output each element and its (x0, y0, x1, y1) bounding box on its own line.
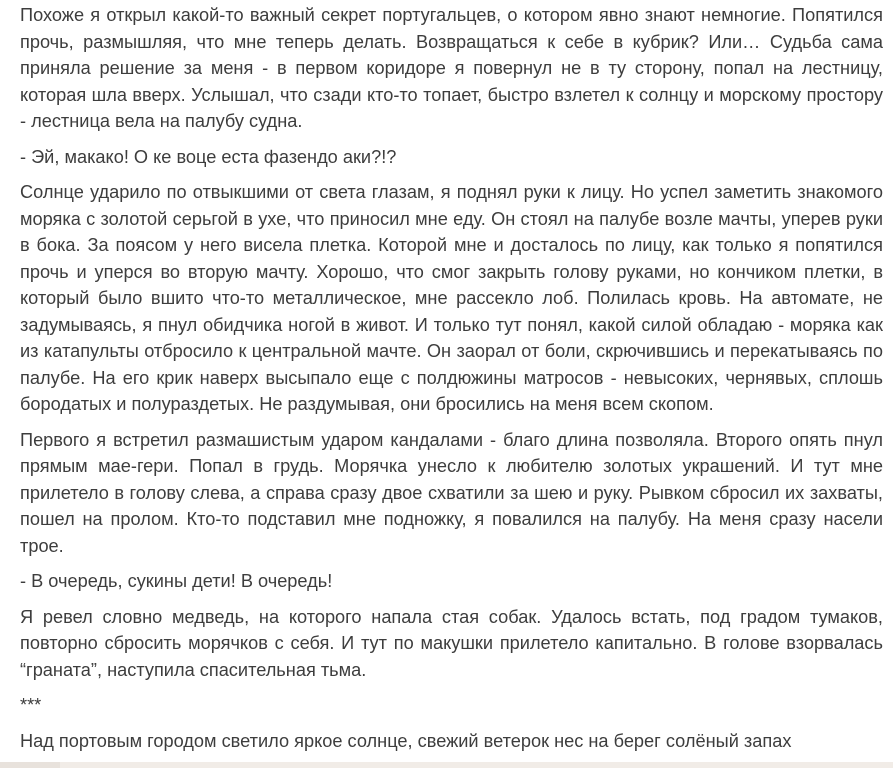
scene-separator: *** (20, 695, 42, 715)
article-text (20, 2, 883, 754)
paragraph-3: Первого я встретил размашистым ударом кандалами - благо длина позволяла. Второго опять пнул прямым мае-гери. Попал в грудь. Морячка унесло к любителю золотых украшений. И тут мне прилетело в голову слева, а справа сразу двое схватили за шею и руку. Рывком сбросил их захваты, пошел на пролом. Кто-то подставил мне подножку, я повалился на палубу. На меня сразу насели трое. (20, 429, 883, 556)
paragraph-4: Я ревел словно медведь, на которого напала стая собак. Удалось встать, под градом тумаков, повторно сбросить морячков с себя. И тут по макушки прилетело капитально. В голове взорвалась “граната”, наступила спасительная тьма. (20, 606, 883, 680)
paragraph-2: Солнце ударило по отвыкшими от света глазам, я поднял руки к лицу. Но успел заметить знакомого моряка с золотой серьгой в ухе, что приносил мне еду. Он стоял на палубе возле мачты, уперев руки в бока. За поясом у него висела плетка. Которой мне и досталось по лицу, как только я попятился прочь и уперся во вторую мачту. Хорошо, что смог закрыть голову руками, но кончиком плетки, в который было вшито что-то металлическое, мне рассекло лоб. Полилась кровь. На автомате, не задумываясь, я пнул обидчика ногой в живот. И только тут понял, какой силой обладаю - моряка как из катапульты отбросило к центральной мачте. Он заорал от боли, скрючившись и перекатываясь по палубе. На его крик наверх высыпало еще с полдюжины матросов - невысоких, чернявых, сплошь бородатых и полураздетых. Не раздумывая, они бросились на меня всем скопом. (20, 182, 883, 414)
bottom-edge-accent (0, 762, 60, 768)
bottom-edge-bar (0, 762, 893, 768)
paragraph-5: Над портовым городом светило яркое солнце, свежий ветерок нес на берег солёный запах (20, 730, 792, 751)
dialogue-line-1: - Эй, макако! О ке воце еста фазендо аки?!? (20, 146, 397, 167)
dialogue-line-2: - В очередь, сукины дети! В очередь! (20, 571, 333, 591)
paragraph-1: Похоже я открыл какой-то важный секрет португальцев, о котором явно знают немногие. Попятился прочь, размышляя, что мне теперь делать. Возвращаться к себе в кубрик? Или… Судьба сама приняла решение за меня - в первом коридоре я повернул не в ту сторону, попал на лестницу, которая шла вверх. Услышал, что сзади кто-то топает, быстро взлетел к солнцу и морскому простору - лестница вела на палубу судна. (20, 5, 883, 131)
